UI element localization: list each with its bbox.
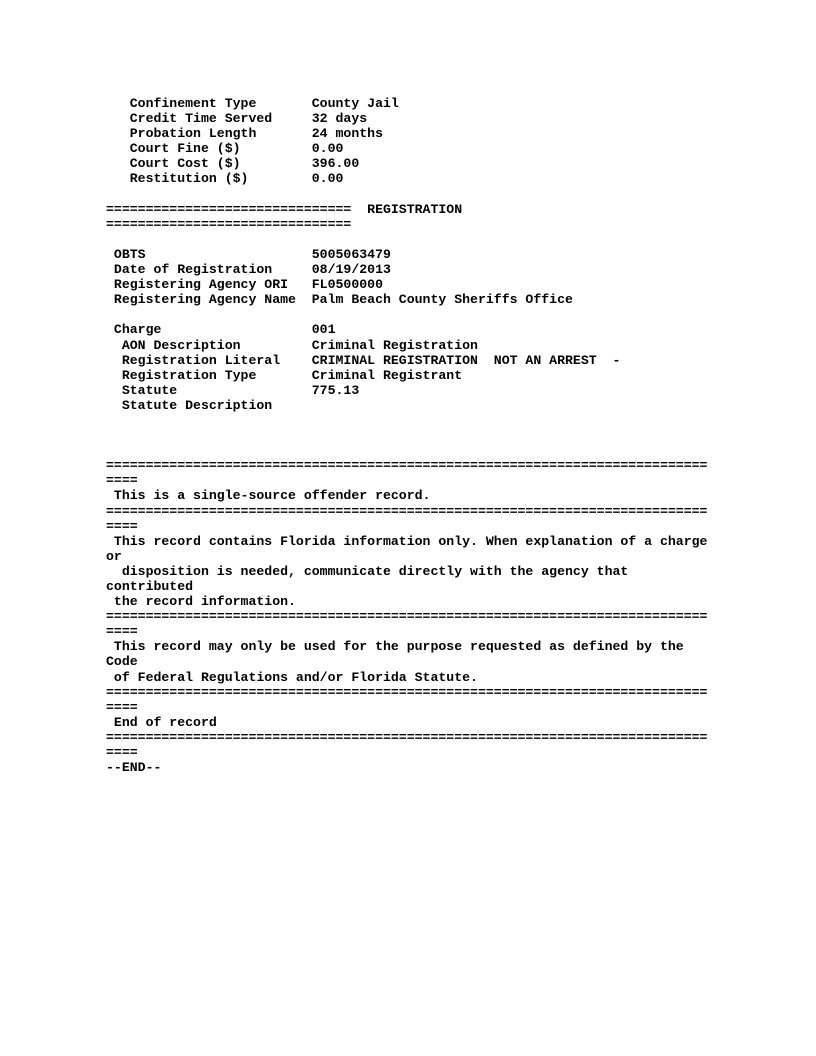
blank-line xyxy=(106,232,707,247)
florida-info-notice-line: This record contains Florida information only. When explanation of a charge xyxy=(106,533,708,549)
charge-line: Charge 001 xyxy=(106,322,336,338)
restitution-line: Restitution ($) 0.00 xyxy=(106,171,344,187)
blank-line xyxy=(106,187,707,202)
usage-notice-line: Code xyxy=(106,654,138,670)
separator-wrap-line: ==== xyxy=(106,624,138,640)
separator-wrap-line: ==== xyxy=(106,473,138,489)
blank-line xyxy=(106,413,707,428)
separator-line: ============================================================================ xyxy=(106,609,708,625)
credit-time-served-line: Credit Time Served 32 days xyxy=(106,111,368,127)
record-document xyxy=(106,96,707,775)
registering-agency-ori-line: Registering Agency ORI FL0500000 xyxy=(106,277,383,293)
registration-type-line: Registration Type Criminal Registrant xyxy=(106,367,463,383)
aon-description-line: AON Description Criminal Registration xyxy=(106,337,478,353)
separator-wrap-line: ==== xyxy=(106,745,138,761)
separator-line: ============================================================================ xyxy=(106,729,708,745)
separator-wrap-line: ==== xyxy=(106,699,138,715)
registration-literal-line: Registration Literal CRIMINAL REGISTRATION NOT AN ARREST - xyxy=(106,352,621,368)
separator-wrap-line: ==== xyxy=(106,518,138,534)
usage-notice-line: of Federal Regulations and/or Florida Statute. xyxy=(106,669,478,685)
single-source-notice-line: This is a single-source offender record. xyxy=(106,488,431,504)
court-cost-line: Court Cost ($) 396.00 xyxy=(106,156,360,172)
registration-separator-line: =============================== xyxy=(106,216,352,232)
blank-line xyxy=(106,307,707,322)
date-of-registration-line: Date of Registration 08/19/2013 xyxy=(106,262,391,278)
end-marker-line: --END-- xyxy=(106,760,162,776)
florida-info-notice-line: or xyxy=(106,548,122,564)
court-fine-line: Court Fine ($) 0.00 xyxy=(106,141,344,157)
blank-line xyxy=(106,428,707,443)
registration-header-line: =============================== REGISTRATION xyxy=(106,201,463,217)
statute-line: Statute 775.13 xyxy=(106,382,360,398)
separator-line: ============================================================================ xyxy=(106,684,708,700)
florida-info-notice-line: the record information. xyxy=(106,594,296,610)
obts-line: OBTS 5005063479 xyxy=(106,246,391,262)
confinement-type-line: Confinement Type County Jail xyxy=(106,96,399,111)
usage-notice-line: This record may only be used for the purpose requested as defined by the xyxy=(106,639,684,655)
end-of-record-line: End of record xyxy=(106,714,217,730)
florida-info-notice-line: disposition is needed, communicate directly with the agency that xyxy=(106,563,629,579)
florida-info-notice-line: contributed xyxy=(106,579,194,594)
blank-line xyxy=(106,443,707,458)
statute-description-line: Statute Description xyxy=(106,397,273,413)
probation-length-line: Probation Length 24 months xyxy=(106,126,383,142)
separator-line: ============================================================================ xyxy=(106,458,708,474)
registering-agency-name-line: Registering Agency Name Palm Beach County Sheriffs Office xyxy=(106,292,573,308)
separator-line: ============================================================================ xyxy=(106,503,708,519)
